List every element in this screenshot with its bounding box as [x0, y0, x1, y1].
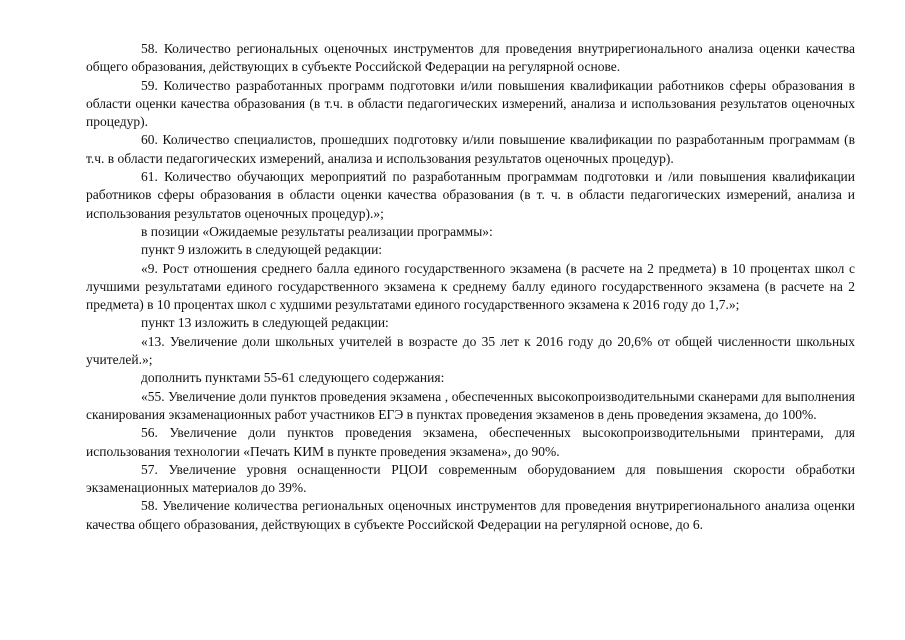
paragraph-item-58: 58. Количество региональных оценочных инструментов для проведения внутрирегионального анализа оценки качества общего образования, действующих в субъекте Российской Федерации на регулярной основе. [86, 41, 855, 75]
paragraph-item-60: 60. Количество специалистов, прошедших подготовку и/или повышение квалификации по разработанным программам (в т.ч. в области педагогических измерений, анализа и использования результатов оценочных процедур). [86, 132, 855, 166]
document-page [86, 40, 855, 534]
paragraph-item-13: «13. Увеличение доли школьных учителей в возрасте до 35 лет к 2016 году до 20,6% от общей численности школьных учителей.»; [86, 333, 855, 368]
paragraph-item-56: 56. Увеличение доли пунктов проведения экзамена, обеспеченных высокопроизводительными принтерами, для использования технологии «Печать КИМ в пункте проведения экзамена», до 90%. [86, 425, 855, 459]
paragraph-position-heading: в позиции «Ожидаемые результаты реализации программы»: [141, 223, 493, 239]
paragraph-item-57: 57. Увеличение уровня оснащенности РЦОИ современным оборудованием для повышения скорости обработки экзаменационных материалов до 39%. [86, 461, 855, 496]
paragraph-item-55: «55. Увеличение доли пунктов проведения экзамена , обеспеченных высокопроизводительными сканерами для выполнения сканирования экзаменационных работ участников ЕГЭ в пунктах проведения экзаменов в день проведения экзамена, до 100%. [86, 388, 855, 422]
paragraph-item-9: «9. Рост отношения среднего балла единого государственного экзамена (в расчете на 2 предмета) в 10 процентах школ с лучшими результатами единого государственного экзамена к среднему баллу единого государственного экзамена (в расчете на 2 предмета) в 10 процентах школ с худшими результатами единого государственного экзамена к 2016 году до 1,7.»; [86, 260, 855, 313]
paragraph-item-61: 61. Количество обучающих мероприятий по разработанным программам подготовки и /или повышения квалификации работников сферы образования в области оценки качества образования (в т. ч. в области педагогических измерений, анализа и использования результатов оценочных процедур).»; [86, 169, 855, 221]
paragraph-add-items-instruction: дополнить пунктами 55-61 следующего содержания: [141, 370, 445, 386]
paragraph-item-59: 59. Количество разработанных программ подготовки и/или повышения квалификации работников сферы образования в области оценки качества образования (в т.ч. в области педагогических измерений, анализа и использования результатов оценочных процедур). [86, 77, 855, 130]
paragraph-item13-instruction: пункт 13 изложить в следующей редакции: [141, 315, 389, 331]
paragraph-item9-instruction: пункт 9 изложить в следующей редакции: [141, 242, 383, 258]
paragraph-item-58-new: 58. Увеличение количества региональных оценочных инструментов для проведения внутрирегионального анализа оценки качества общего образования, действующих в субъекте Российской Федерации на регулярной основе, до 6. [86, 498, 855, 532]
